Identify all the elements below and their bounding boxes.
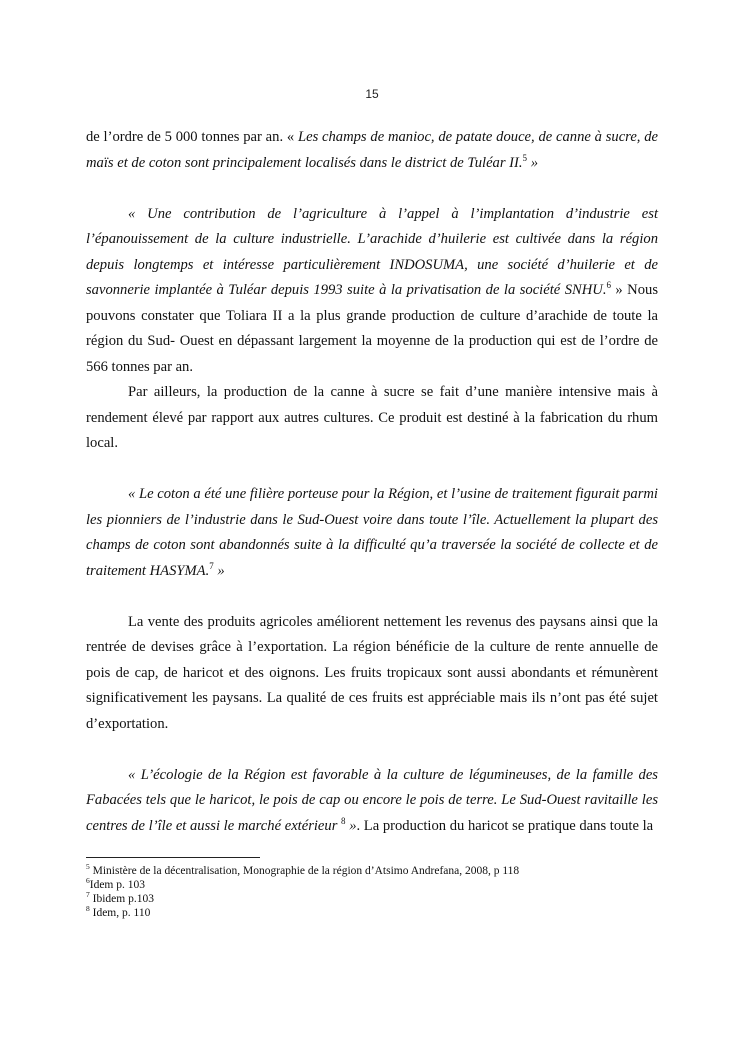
- page-number: 15: [365, 87, 379, 101]
- body-text: [86, 125, 658, 839]
- paragraph-6: « L’écologie de la Région est favorable à la culture de légumineuses, de la famille des Fabacées tels que le haricot, le pois de cap ou encore le pois de terre. Le Sud-Ouest ravitaille les centres de l’île et aussi le marché extérieur $^8$ ». La production du haricot se pratique dans toute la: [86, 766, 658, 834]
- paragraph-2: « Une contribution de l’agriculture à l’appel à l’implantation d’industrie est l’épanouissement de la culture industrielle. L’arachide d’huilerie est cultivée dans la région depuis longtemps et intéresse particulièrement INDOSUMA, une société d’huilerie et de savonnerie implantée à Tuléar depuis 1993 suite à la privatisation de la société SNHU.$^6$ » Nous pouvons constater que Toliara II a la plus grande production de culture d’arachide de toute la région du Sud- Ouest en dépassant largement la moyenne de la production qui est de l’ordre de 566 tonnes par an.: [86, 205, 658, 375]
- footnote-ref: 7: [209, 560, 214, 571]
- footnote-item: $^7$ Ibidem p.103: [86, 890, 154, 905]
- footnotes: [86, 864, 658, 920]
- footnote-ref: 6: [606, 280, 611, 291]
- footnote-separator: [86, 857, 260, 858]
- quotation: « L’écologie de la Région est favorable à la culture de légumineuses, de la famille des Fabacées tels que le haricot, le pois de cap ou encore le pois de terre. Le Sud-Ouest ravitaille les centres de l’île et aussi le marché extérieur: [86, 766, 658, 834]
- paragraph-4: « Le coton a été une filière porteuse pour la Région, et l’usine de traitement figurait parmi les pionniers de l’industrie dans le Sud-Ouest voire dans toute l’île. Actuellement la plupart des champs de coton sont abandonnés suite à la difficulté qu’a traversée la société de collecte et de traitement HASYMA.$^7$ »: [86, 486, 658, 579]
- footnote-ref: 8: [341, 815, 346, 826]
- footnote-item: $^5$ Ministère de la décentralisation, Monographie de la région d’Atsimo Andrefana, 2008, p 118: [86, 862, 520, 877]
- paragraph-5: La vente des produits agricoles améliorent nettement les revenus des paysans ainsi que la rentrée de devises grâce à l’exportation. La région bénéficie de la culture de rente annuelle de pois de cap, de haricot et des oignons. Les fruits tropicaux sont aussi abondants et rémunèrent significativement les paysans. La qualité de ces fruits est appréciable mais ils n’ont pas été sujet d’exportation.: [86, 613, 658, 732]
- quotation: « Le coton a été une filière porteuse pour la Région, et l’usine de traitement figurait parmi les pionniers de l’industrie dans le Sud-Ouest voire dans toute l’île. Actuellement la plupart des champs de coton sont abandonnés suite à la difficulté qu’a traversée la société de collecte et de traitement HASYMA.: [86, 486, 658, 579]
- footnote-item: $^8$ Idem, p. 110: [86, 904, 151, 919]
- quotation: Les champs de manioc, de patate douce, de canne à sucre, de maïs et de coton sont principalement localisés dans le district de Tuléar II.: [86, 129, 659, 171]
- footnote-ref: 5: [522, 152, 528, 163]
- paragraph-1: de l’ordre de 5 000 tonnes par an. « Les champs de manioc, de patate douce, de canne à sucre, de maïs et de coton sont principalement localisés dans le district de Tuléar II.$^5$ »: [86, 129, 659, 171]
- footnote-item: $^6$Idem p. 103: [86, 876, 146, 891]
- paragraph-3: Par ailleurs, la production de la canne à sucre se fait d’une manière intensive mais à rendement élevé par rapport aux autres cultures. Ce produit est destiné à la fabrication du rhum local.: [86, 384, 658, 451]
- quotation: « Une contribution de l’agriculture à l’appel à l’implantation d’industrie est l’épanouissement de la culture industrielle. L’arachide d’huilerie est cultivée dans la région depuis longtemps et intéresse particulièrement INDOSUMA, une société d’huilerie et de savonnerie implantée à Tuléar depuis 1993 suite à la privatisation de la société SNHU.: [86, 205, 658, 298]
